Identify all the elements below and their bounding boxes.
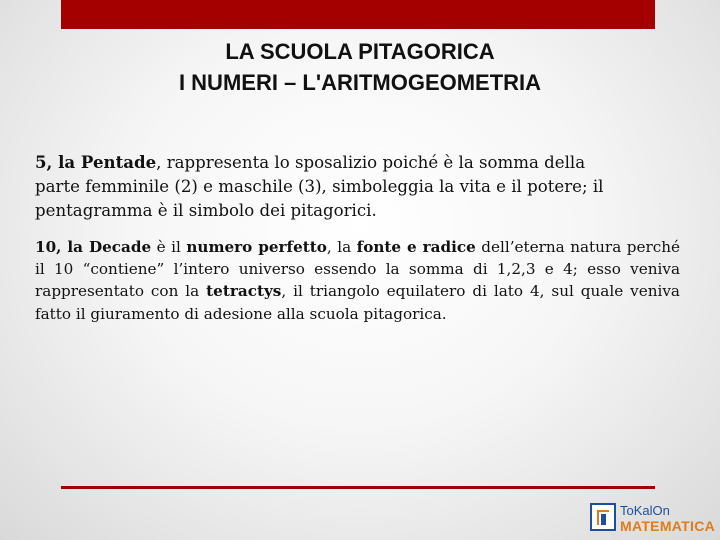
logo-text-matematica: MATEMATICA: [620, 518, 716, 534]
top-accent-bar: [61, 0, 655, 29]
slide-title: [0, 36, 720, 98]
tokalon-logo: [590, 503, 718, 535]
decade-bold-fonte: fonte e radice: [356, 238, 476, 256]
paragraph-decade: [35, 236, 680, 325]
decade-bold-tetractys: tetractys: [206, 282, 282, 301]
tokalon-logo-icon: [590, 503, 616, 531]
decade-text-2: , la: [326, 238, 357, 256]
decade-text-1: è il: [151, 238, 187, 256]
bottom-accent-line: [61, 486, 655, 489]
logo-text-tokalon: ToKalOn: [620, 503, 670, 518]
title-line-2: I NUMERI – L'ARITMOGEOMETRIA: [178, 70, 542, 95]
decade-text-3: dell’eterna natura perché il 10 “contiene” l’intero universo essendo la somma di 1,2,3 e 4; esso veniva rappresentato con la: [35, 238, 680, 301]
pentade-line-2: parte femminile (2) e maschile (3), simboleggia la vita e il potere; il: [35, 177, 604, 196]
decade-lead: 10, la Decade: [35, 238, 152, 256]
decade-bold-perfetto: numero perfetto: [186, 238, 327, 256]
title-line-1: LA SCUOLA PITAGORICA: [225, 39, 495, 64]
decade-text-4: , il triangolo equilatero di lato 4, sul quale veniva fatto il giuramento di adesione alla scuola pitagorica.: [35, 282, 680, 323]
pentade-line-3: pentagramma è il simbolo dei pitagorici.: [35, 201, 377, 220]
pentade-line-1: , rappresenta lo sposalizio poiché è la somma della: [156, 153, 586, 172]
pentade-lead: 5, la Pentade: [35, 152, 157, 172]
paragraph-pentade: [35, 150, 680, 223]
